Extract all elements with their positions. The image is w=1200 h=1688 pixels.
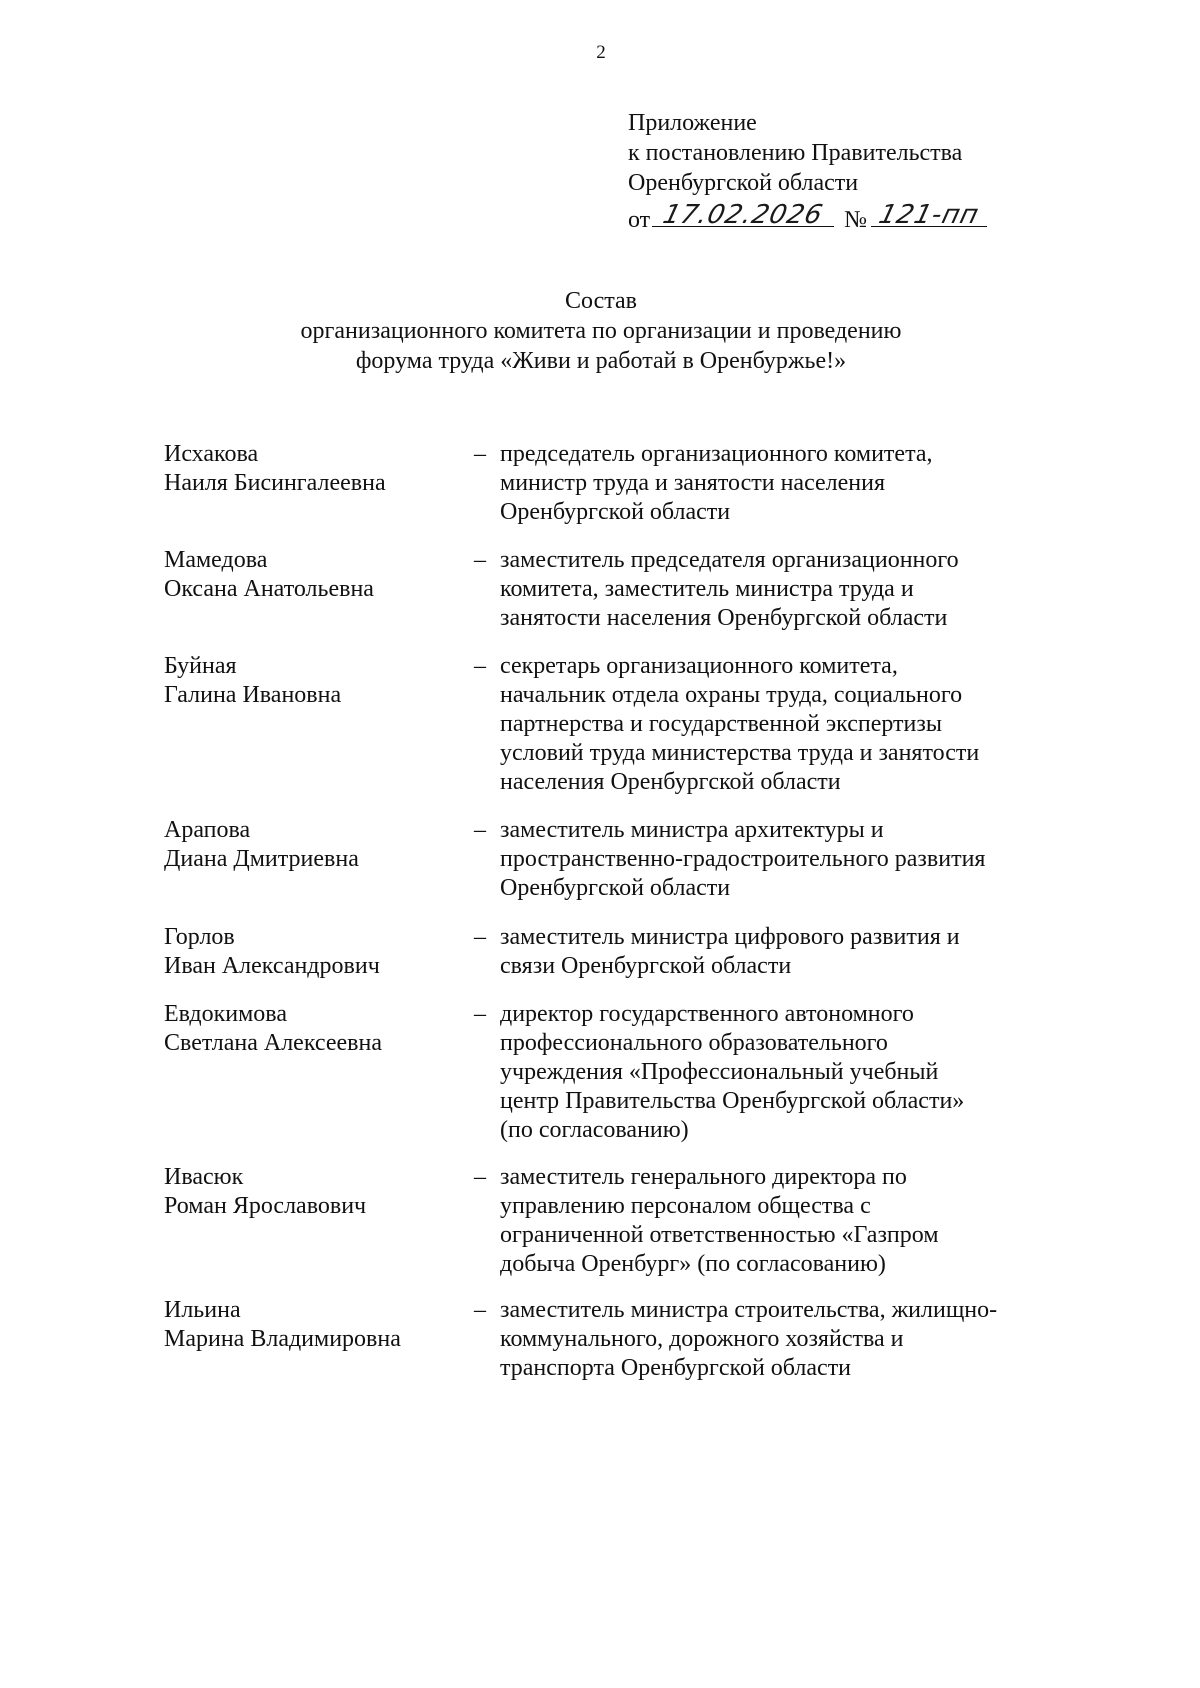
title-line: организационного комитета по организации и проведению	[300, 318, 902, 344]
member-role	[500, 440, 1044, 527]
member-surname: Буйная	[164, 653, 237, 679]
member-role-line: директор государственного автономного	[500, 1001, 914, 1027]
member-row	[164, 923, 1044, 981]
member-role-line: управлению персоналом общества с	[500, 1193, 871, 1219]
member-surname: Исхакова	[164, 441, 259, 467]
member-role-line: условий труда министерства труда и занятости	[500, 740, 980, 766]
member-role-line: председатель организационного комитета,	[500, 441, 933, 467]
member-role-line: министр труда и занятости населения	[500, 470, 886, 496]
number-field	[871, 198, 987, 230]
member-row	[164, 1000, 1044, 1145]
date-prefix: от	[628, 207, 651, 233]
member-role-line: партнерства и государственной экспертизы	[500, 711, 942, 737]
member-role-line: населения Оренбургской области	[500, 769, 841, 795]
page-number: 2	[596, 42, 606, 63]
appendix-line: Приложение	[628, 110, 757, 136]
member-role	[500, 1000, 1044, 1145]
member-row	[164, 1296, 1044, 1383]
member-row	[164, 546, 1044, 633]
member-role	[500, 652, 1044, 797]
appendix-line: к постановлению Правительства	[628, 140, 963, 166]
member-dash: –	[474, 441, 486, 467]
member-name	[164, 546, 474, 633]
member-given-names: Роман Ярославович	[164, 1193, 367, 1219]
handwritten-date: 17.02.2026	[659, 200, 827, 230]
document-title	[0, 286, 1200, 376]
member-name	[164, 1163, 474, 1279]
member-role-line: заместитель министра архитектуры и	[500, 817, 884, 843]
member-role-line: заместитель генерального директора по	[500, 1164, 907, 1190]
member-dash: –	[474, 817, 486, 843]
member-dash: –	[474, 653, 486, 679]
title-line: Состав	[564, 288, 638, 314]
member-row	[164, 816, 1044, 903]
date-field	[652, 198, 834, 230]
member-dash: –	[474, 1164, 486, 1190]
member-role-line: пространственно-градостроительного развития	[500, 846, 986, 872]
member-given-names: Светлана Алексеевна	[164, 1030, 382, 1056]
member-role-line: (по согласованию)	[500, 1117, 689, 1143]
member-role	[500, 816, 1044, 903]
member-role	[500, 1163, 1044, 1279]
member-role-line: заместитель министра строительства, жилищно-	[500, 1297, 998, 1323]
member-row	[164, 1163, 1044, 1279]
member-role-line: секретарь организационного комитета,	[500, 653, 898, 679]
member-surname: Арапова	[164, 817, 251, 843]
member-row	[164, 652, 1044, 797]
member-dash: –	[474, 1297, 486, 1323]
member-role-line: Оренбургской области	[500, 499, 731, 525]
member-role	[500, 1296, 1044, 1383]
member-role-line: ограниченной ответственностью «Газпром	[500, 1222, 939, 1248]
handwritten-number: 121-пп	[875, 200, 983, 230]
number-prefix: №	[844, 207, 868, 233]
member-given-names: Диана Дмитриевна	[164, 846, 359, 872]
member-role-line: транспорта Оренбургской области	[500, 1355, 852, 1381]
member-dash: –	[474, 924, 486, 950]
member-role-line: заместитель председателя организационного	[500, 547, 959, 573]
member-given-names: Галина Ивановна	[164, 682, 342, 708]
member-role-line: связи Оренбургской области	[500, 953, 792, 979]
member-name	[164, 440, 474, 527]
member-role-line: добыча Оренбург» (по согласованию)	[500, 1251, 886, 1277]
member-surname: Евдокимова	[164, 1001, 287, 1027]
member-name	[164, 1000, 474, 1145]
member-role-line: профессионального образовательного	[500, 1030, 888, 1056]
member-given-names: Наиля Бисингалеевна	[164, 470, 386, 496]
member-name	[164, 816, 474, 903]
date-number-line	[628, 198, 987, 235]
member-surname: Горлов	[164, 924, 235, 950]
member-surname: Ивасюк	[164, 1164, 244, 1190]
member-name	[164, 1296, 474, 1383]
member-role-line: учреждения «Профессиональный учебный	[500, 1059, 939, 1085]
member-role-line: комитета, заместитель министра труда и	[500, 576, 914, 602]
member-name	[164, 652, 474, 797]
member-row	[164, 440, 1044, 527]
title-line: форума труда «Живи и работай в Оренбуржье!»	[355, 348, 847, 374]
member-given-names: Иван Александрович	[164, 953, 380, 979]
member-role-line: занятости населения Оренбургской области	[500, 605, 948, 631]
appendix-line: Оренбургской области	[628, 170, 859, 196]
member-role-line: центр Правительства Оренбургской области»	[500, 1088, 965, 1114]
member-role-line: начальник отдела охраны труда, социального	[500, 682, 963, 708]
member-role-line: коммунального, дорожного хозяйства и	[500, 1326, 904, 1352]
member-role	[500, 923, 1044, 981]
appendix-block	[628, 108, 987, 235]
member-name	[164, 923, 474, 981]
member-role	[500, 546, 1044, 633]
member-dash: –	[474, 1001, 486, 1027]
member-given-names: Марина Владимировна	[164, 1326, 401, 1352]
member-given-names: Оксана Анатольевна	[164, 576, 374, 602]
member-role-line: заместитель министра цифрового развития и	[500, 924, 960, 950]
member-dash: –	[474, 547, 486, 573]
member-role-line: Оренбургской области	[500, 875, 731, 901]
member-surname: Ильина	[164, 1297, 241, 1323]
member-surname: Мамедова	[164, 547, 268, 573]
